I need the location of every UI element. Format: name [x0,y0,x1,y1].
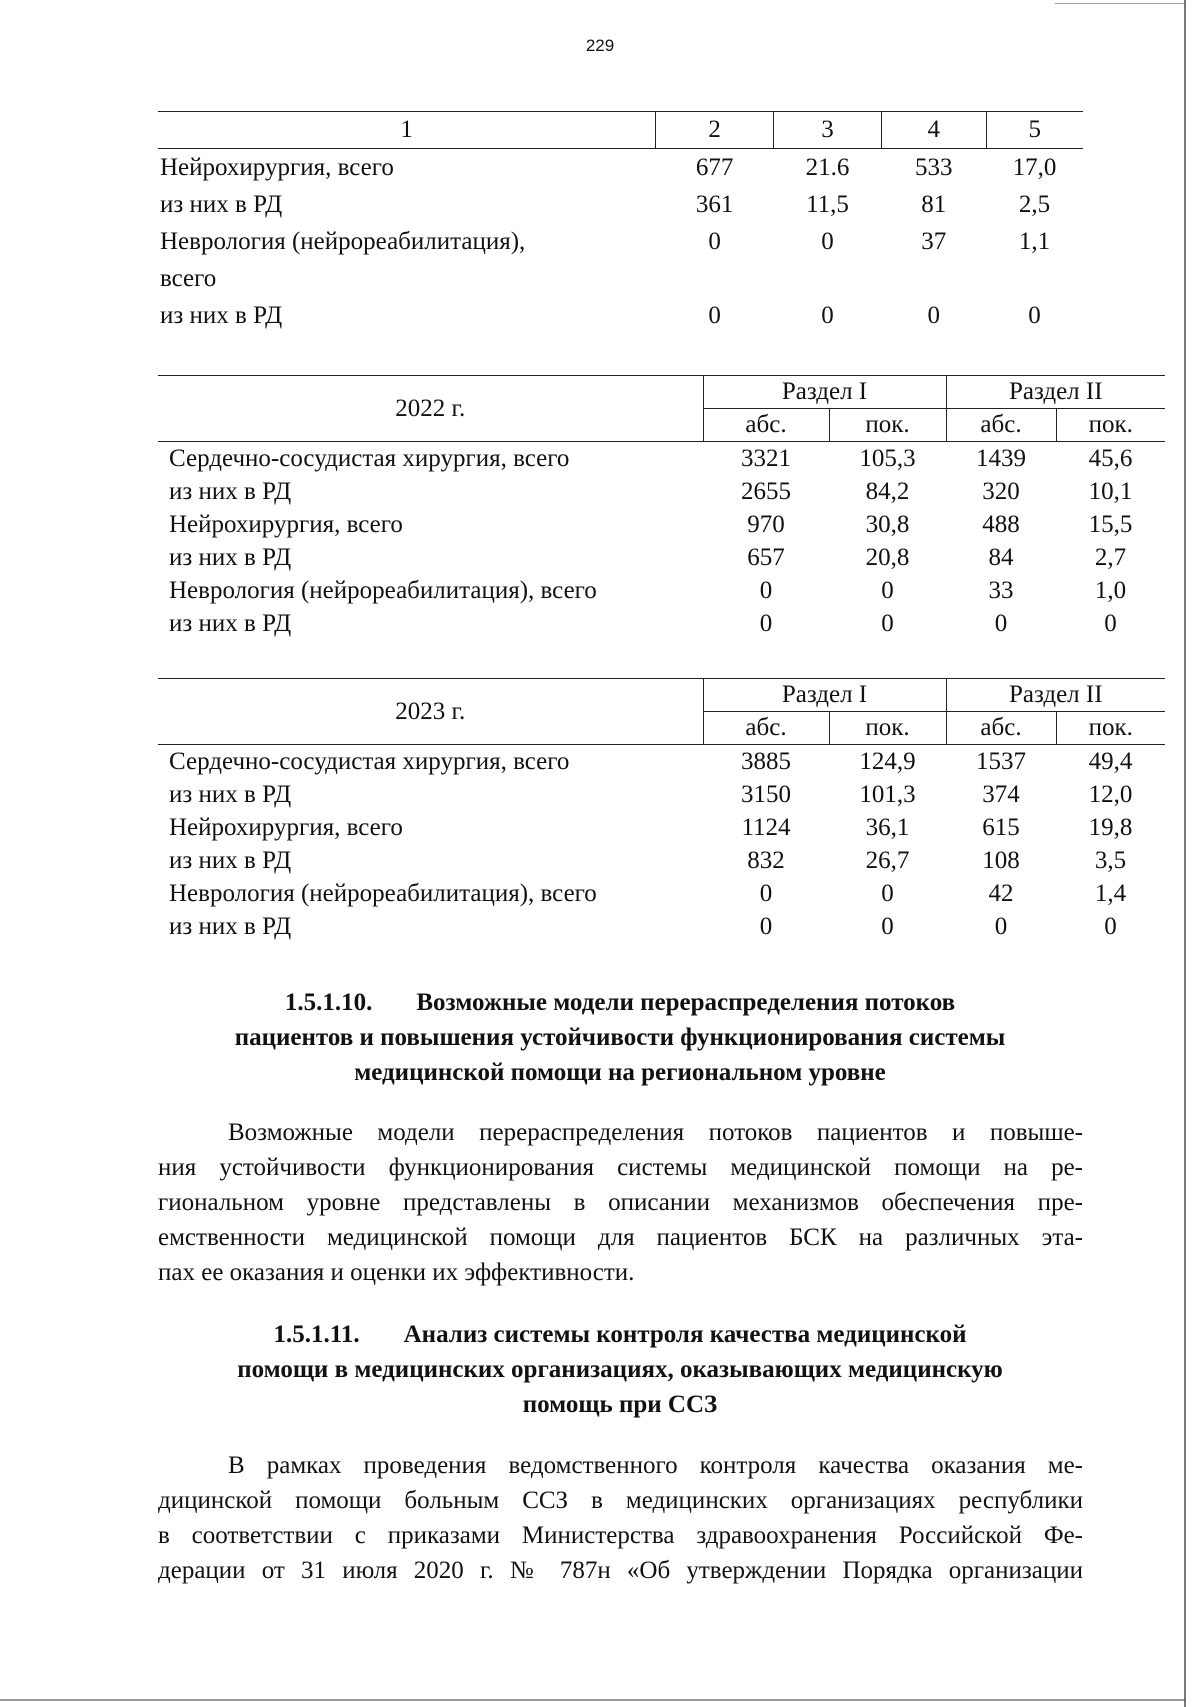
table-cell: 0 [1028,302,1041,329]
table-cell: 108 [982,847,1020,874]
heading-line: помощи в медицинских организациях, оказывающих медицинскую [237,1356,1003,1383]
table-cell: 0 [881,610,894,637]
subheader-cell: абс. [703,712,829,745]
table-cell: 124,9 [859,748,916,775]
section-header: Раздел II [946,679,1165,712]
section-heading [170,985,1070,1090]
table-cell: 20,8 [865,544,910,571]
paragraph-line: в соответствии с приказами Министерства здравоохранения Российской Фе- [158,1522,1083,1549]
year-header: 2022 г. [158,376,703,442]
table-cell: 615 [982,814,1020,841]
row-label: Нейрохирургия, всего [169,814,403,841]
table-row [158,149,1083,187]
column-header: 2 [656,112,774,149]
table-cell: 1537 [976,748,1026,775]
table-row [158,508,1165,541]
row-label: Неврология (нейрореабилитация), всего [169,577,597,604]
table-row [158,186,1083,223]
table-row-continuation [158,260,1083,297]
table-row [158,607,1165,640]
column-header: 5 [986,112,1083,149]
table-cell: 2,5 [1018,191,1051,218]
table-cell: 970 [747,511,785,538]
paragraph-line: ния устойчивости функционирования системы медицинской помощи на ре- [158,1154,1083,1181]
row-label: из них в РД [169,781,292,808]
subheader-cell: абс. [703,409,829,442]
table-cell: 33 [988,577,1014,604]
scan-edge-bottom [0,1699,1185,1701]
table-cell: 12,0 [1088,781,1133,808]
table-row [158,475,1165,508]
table-cell: 3885 [741,748,791,775]
paragraph-line: емственности медицинской помощи для пациентов БСК на различных эта- [158,1224,1083,1251]
subheader-cell: пок. [829,409,946,442]
table-cell: 84,2 [865,478,910,505]
table-cell: 1,0 [1094,577,1127,604]
paragraph-line: дерации от 31 июля 2020 г. № 787н «Об утверждении Порядка организации [158,1557,1083,1584]
table-cell: 0 [994,610,1008,637]
table-cell: 3321 [741,445,791,472]
table-cell: 0 [759,577,773,604]
table-cell: 320 [982,478,1020,505]
section-heading [170,1317,1070,1422]
row-label: Сердечно-сосудистая хирургия, всего [169,748,570,775]
section-header: Раздел I [703,376,946,409]
subheader-cell: пок. [1056,409,1165,442]
table-row [158,745,1165,779]
table-cell: 101,3 [859,781,916,808]
heading-line: помощь при ССЗ [522,1391,718,1418]
table-cell: 0 [759,913,773,940]
row-label: Сердечно-сосудистая хирургия, всего [169,445,570,472]
paragraph [158,1115,1083,1290]
table-cell: 0 [821,302,834,329]
row-label: из них в РД [169,544,292,571]
table-cell: 533 [915,154,953,181]
table-cell: 2655 [741,478,791,505]
table-cell: 0 [759,880,773,907]
table-row [158,223,1083,260]
row-label: из них в РД [169,478,292,505]
table-cell: 37 [921,228,947,255]
table-cell: 0 [821,228,834,255]
table-cell: 0 [1104,913,1117,940]
row-label: из них в РД [169,610,292,637]
table-cell: 657 [747,544,785,571]
table-header-row [158,376,1165,409]
table-row [158,811,1165,844]
table-cell: 0 [881,880,894,907]
row-label: из них в РД [169,913,292,940]
year-header: 2023 г. [158,679,703,745]
heading-text: Возможные модели перераспределения потоков [416,989,956,1016]
heading-line: медицинской помощи на региональном уровне [354,1059,886,1086]
table-cell: 0 [1104,610,1117,637]
column-header: 4 [881,112,986,149]
table-row [158,910,1165,943]
paragraph-line: В рамках проведения ведомственного контроля качества оказания ме- [228,1452,1083,1479]
heading-text: Анализ системы контроля качества медицинской [403,1321,967,1348]
table-row [158,877,1165,910]
table-row [158,541,1165,574]
paragraph-line: гиональном уровне представлены в описании механизмов обеспечения пре- [158,1189,1083,1216]
table-cell: 374 [982,781,1020,808]
table-cell: 1124 [741,814,791,841]
paragraph-line: пах ее оказания и оценки их эффективности. [158,1259,635,1286]
table-cell: 0 [881,913,894,940]
table-cell: 2,7 [1094,544,1127,571]
table-cell: 1,1 [1018,228,1051,255]
table-cell: 361 [695,191,734,218]
table-cell: 3,5 [1094,847,1127,874]
table-row [158,778,1165,811]
subheader-cell: абс. [946,712,1056,745]
row-label: из них в РД [160,191,283,218]
heading-line [170,1317,1070,1352]
table-cell: 0 [927,302,940,329]
row-label: Нейрохирургия, всего [169,511,403,538]
column-header: 3 [774,112,882,149]
table-cell: 1,4 [1094,880,1127,907]
row-label: всего [160,265,217,292]
page-number: 229 [585,36,615,55]
table-cell: 3150 [741,781,791,808]
table-cell: 19,8 [1088,814,1133,841]
table-cell: 81 [921,191,947,218]
table-cell: 488 [982,511,1020,538]
table-cell: 0 [708,228,721,255]
table-cell: 36,1 [865,814,910,841]
table-cell: 11,5 [806,191,849,218]
row-label: Неврология (нейрореабилитация), [160,228,526,255]
table-cell: 21.6 [805,154,850,181]
table-row [158,844,1165,877]
heading-line [170,985,1070,1020]
table-cell: 832 [747,847,785,874]
table-continued [158,111,1083,334]
table-row [158,442,1165,476]
row-label: Неврология (нейрореабилитация), всего [169,880,597,907]
table-cell: 15,5 [1088,511,1133,538]
section-number: 1.5.1.11. [273,1321,360,1348]
table-cell: 677 [695,154,734,181]
section-header: Раздел II [946,376,1165,409]
row-label: Нейрохирургия, всего [160,154,394,181]
subheader-cell: пок. [1056,712,1165,745]
table-2023 [158,678,1165,943]
heading-line: пациентов и повышения устойчивости функционирования системы [234,1024,1006,1051]
table-row [158,297,1083,334]
table-cell: 10,1 [1088,478,1133,505]
table-cell: 26,7 [865,847,910,874]
section-header: Раздел I [703,679,946,712]
table-cell: 49,4 [1088,748,1133,775]
section-number: 1.5.1.10. [284,989,373,1016]
table-cell: 0 [759,610,773,637]
subheader-cell: пок. [829,712,946,745]
row-label: из них в РД [169,847,292,874]
table-header-row [158,679,1165,712]
table-cell: 1439 [976,445,1026,472]
scan-edge-right [1184,0,1186,1707]
table-cell: 30,8 [865,511,910,538]
column-header: 1 [158,112,656,149]
table-cell: 0 [708,302,721,329]
subheader-cell: абс. [946,409,1056,442]
row-label: из них в РД [160,302,283,329]
table-header-row [158,112,1083,149]
table-cell: 45,6 [1088,445,1133,472]
paragraph-line: Возможные модели перераспределения потоков пациентов и повыше- [228,1119,1083,1146]
table-cell: 105,3 [859,445,916,472]
table-cell: 0 [881,577,894,604]
paragraph [158,1448,1083,1588]
scan-edge-top [1055,3,1185,4]
paragraph-line: дицинской помощи больным ССЗ в медицинских организациях республики [158,1487,1083,1514]
table-row [158,574,1165,607]
table-cell: 17,0 [1012,154,1057,181]
table-cell: 42 [988,880,1014,907]
table-cell: 0 [994,913,1008,940]
table-cell: 84 [988,544,1014,571]
table-2022 [158,375,1165,640]
